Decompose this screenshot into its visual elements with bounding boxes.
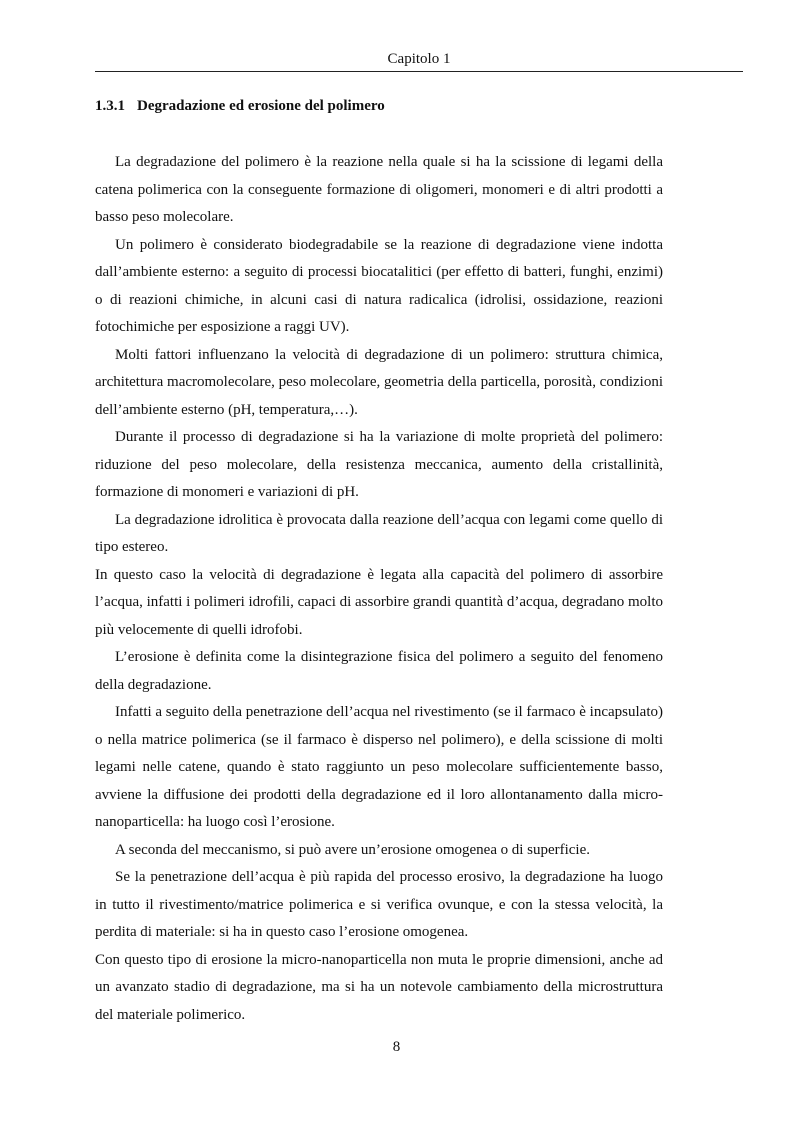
section-number: 1.3.1 bbox=[95, 98, 125, 114]
paragraph: La degradazione del polimero è la reazione nella quale si ha la scissione di legami della catena polimerica con la conseguente formazione di oligomeri, monomeri e di altri prodotti a basso peso molecolare. bbox=[95, 154, 663, 225]
section-heading bbox=[95, 96, 385, 116]
paragraph: L’erosione è definita come la disintegrazione fisica del polimero a seguito del fenomeno della degradazione. bbox=[95, 649, 663, 693]
paragraph: Infatti a seguito della penetrazione dell’acqua nel rivestimento (se il farmaco è incapsulato) o nella matrice polimerica (se il farmaco è disperso nel polimero), e della scissione di molti legami nelle catene, quando è stato raggiunto un peso molecolare sufficientemente basso, avviene la diffusione dei prodotti della degradazione ed il loro allontanamento dalla micro-nanoparticella: ha luogo così l’erosione. bbox=[95, 704, 663, 830]
header-rule bbox=[95, 71, 743, 72]
paragraph: Un polimero è considerato biodegradabile se la reazione di degradazione viene indotta dall’ambiente esterno: a seguito di processi biocatalitici (per effetto di batteri, funghi, enzimi) o di reazioni chimiche, in alcuni casi di natura radicalica (idrolisi, ossidazione, reazioni fotochimiche per esposizione a raggi UV). bbox=[95, 236, 663, 335]
running-header bbox=[95, 50, 743, 72]
paragraph: Durante il processo di degradazione si ha la variazione di molte proprietà del polimero: riduzione del peso molecolare, della resistenza meccanica, aumento della cristallinità, formazione di monomeri e variazioni di pH. bbox=[95, 429, 663, 500]
section-title: Degradazione ed erosione del polimero bbox=[137, 98, 385, 114]
chapter-title: Capitolo 1 bbox=[387, 51, 451, 67]
paragraph: In questo caso la velocità di degradazione è legata alla capacità del polimero di assorbire l’acqua, infatti i polimeri idrofili, capaci di assorbire grandi quantità d’acqua, degradano molto più velocemente di quelli idrofobi. bbox=[95, 566, 663, 638]
body-text bbox=[95, 149, 663, 1029]
paragraph: Se la penetrazione dell’acqua è più rapida del processo erosivo, la degradazione ha luogo in tutto il rivestimento/matrice polimerica e si verifica ovunque, e con la stessa velocità, la perdita di materiale: si ha in questo caso l’erosione omogenea. bbox=[95, 869, 663, 940]
paragraph: A seconda del meccanismo, si può avere un’erosione omogenea o di superficie. bbox=[115, 841, 590, 858]
paragraph: Molti fattori influenzano la velocità di degradazione di un polimero: struttura chimica, architettura macromolecolare, peso molecolare, geometria della particella, porosità, condizioni dell’ambiente esterno (pH, temperatura,…). bbox=[95, 346, 663, 418]
page-number: 8 bbox=[392, 1039, 401, 1055]
paragraph: La degradazione idrolitica è provocata dalla reazione dell’acqua con legami come quello di tipo estereo. bbox=[95, 511, 663, 555]
paragraph: Con questo tipo di erosione la micro-nanoparticella non muta le proprie dimensioni, anche ad un avanzato stadio di degradazione, ma si ha un notevole cambiamento della microstruttura del materiale polimerico. bbox=[95, 951, 663, 1023]
